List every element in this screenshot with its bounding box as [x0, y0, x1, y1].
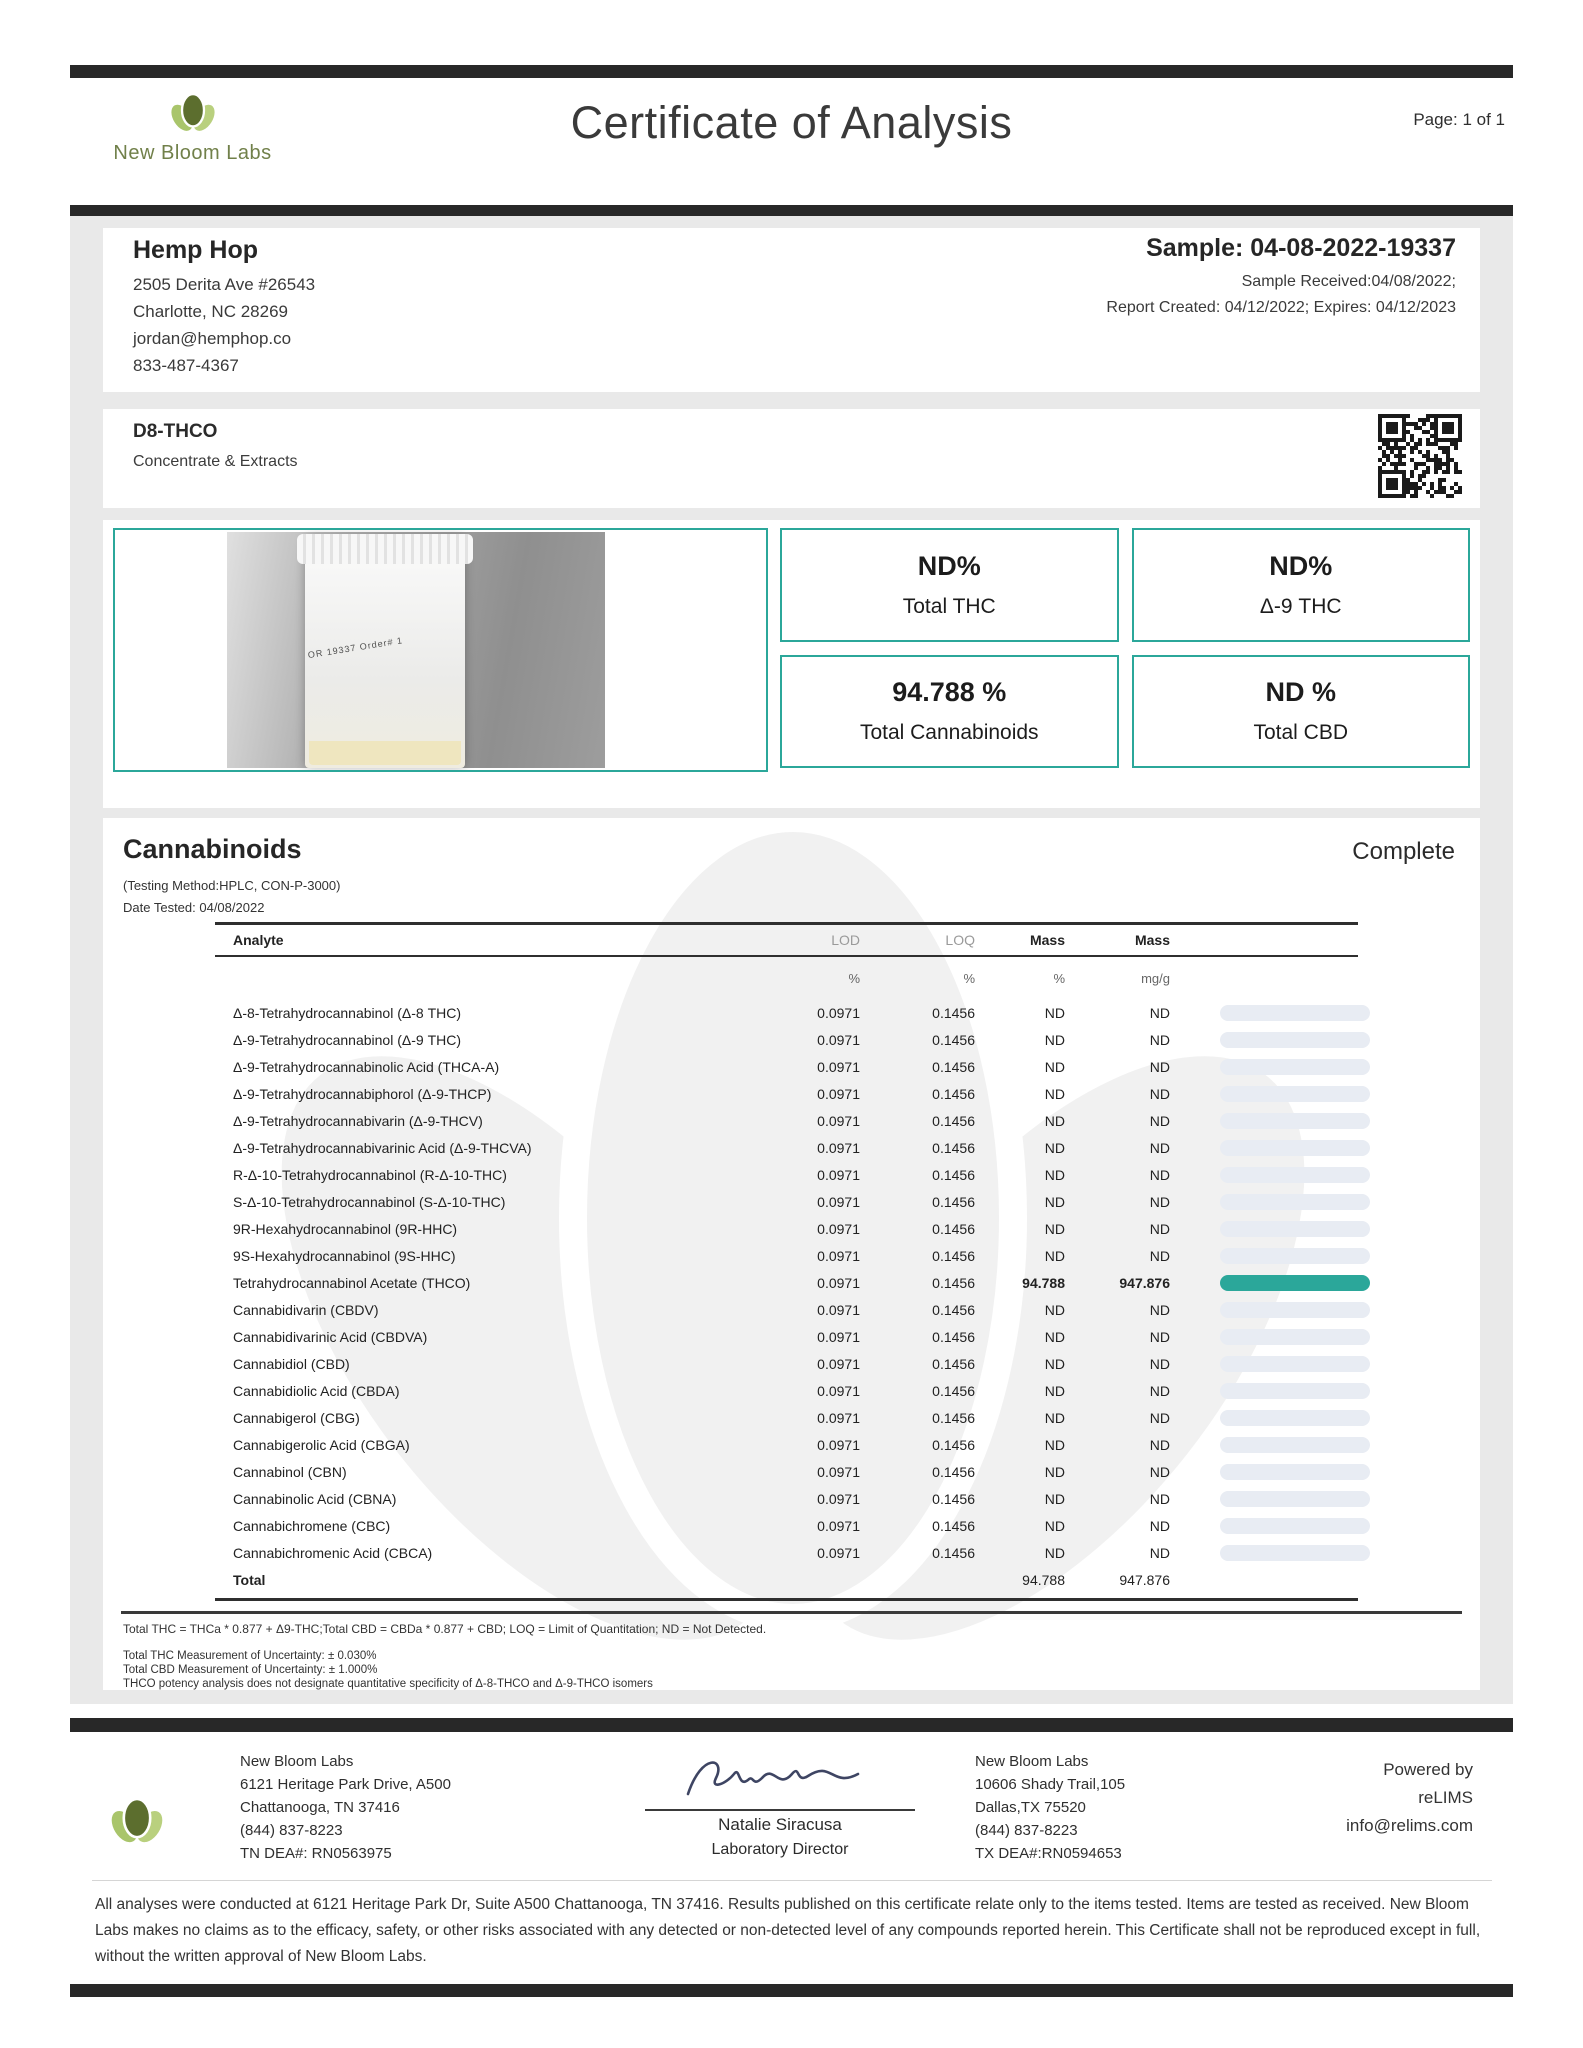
mass-bar	[1220, 1302, 1370, 1318]
mass-percent-value: ND	[1044, 1490, 1065, 1507]
lod-value: 0.0971	[817, 1031, 860, 1048]
loq-value: 0.1456	[932, 1058, 975, 1075]
mass-percent-value: ND	[1044, 1544, 1065, 1561]
result-box	[1132, 655, 1471, 769]
lod-value: 0.0971	[817, 1355, 860, 1372]
lod-value: 0.0971	[817, 1301, 860, 1318]
loq-value: 0.1456	[932, 1517, 975, 1534]
table-row	[215, 1188, 1370, 1215]
mass-bar	[1220, 1275, 1370, 1291]
signature-icon	[645, 1746, 915, 1811]
lab-address-tn	[240, 1750, 451, 1865]
mass-mgg-value: ND	[1149, 1301, 1170, 1318]
bar-cell	[1218, 1275, 1370, 1291]
loq-value: 0.1456	[932, 1193, 975, 1210]
mass-bar	[1220, 1059, 1370, 1075]
powered-by	[1346, 1756, 1473, 1840]
mass-mgg-value: ND	[1149, 1355, 1170, 1372]
analyte-name: Cannabigerolic Acid (CBGA)	[233, 1436, 410, 1453]
loq-value: 0.1456	[932, 1274, 975, 1291]
bar-cell	[1218, 1410, 1370, 1426]
product-category: Concentrate & Extracts	[133, 453, 298, 470]
client-sample-card	[103, 228, 1480, 392]
analyte-name: 9S-Hexahydrocannabinol (9S-HHC)	[233, 1247, 456, 1264]
footer-band	[70, 1718, 1513, 1732]
loq-value: 0.1456	[932, 1112, 975, 1129]
mass-bar	[1220, 1032, 1370, 1048]
mass-mgg-value: ND	[1149, 1058, 1170, 1075]
bar-cell	[1218, 1329, 1370, 1345]
signature-block	[645, 1746, 915, 1859]
top-band	[70, 65, 1513, 78]
analyte-name: Δ-9-Tetrahydrocannabivarin (Δ-9-THCV)	[233, 1112, 483, 1129]
table-row	[215, 1377, 1370, 1404]
loq-value: 0.1456	[932, 1166, 975, 1183]
column-header-lod: LOD	[831, 932, 860, 948]
mass-bar	[1220, 1194, 1370, 1210]
photo-background	[227, 532, 605, 768]
section-separator	[121, 1611, 1462, 1614]
mass-mgg-value: ND	[1149, 1409, 1170, 1426]
client-name: Hemp Hop	[133, 236, 258, 264]
lod-value: 0.0971	[817, 1436, 860, 1453]
loq-value: 0.1456	[932, 1247, 975, 1264]
table-row	[215, 1026, 1370, 1053]
bar-cell	[1218, 1194, 1370, 1210]
signer-name: Natalie Siracusa	[718, 1815, 842, 1834]
lod-value: 0.0971	[817, 1328, 860, 1345]
mass-bar	[1220, 1356, 1370, 1372]
table-row	[215, 1512, 1370, 1539]
table-row	[215, 1107, 1370, 1134]
unit-loq: %	[963, 970, 975, 986]
date-tested: Date Tested: 04/08/2022	[123, 900, 265, 915]
lod-value: 0.0971	[817, 1085, 860, 1102]
mass-mgg-value: ND	[1149, 1382, 1170, 1399]
loq-value: 0.1456	[932, 1085, 975, 1102]
analyte-name: Cannabigerol (CBG)	[233, 1409, 360, 1426]
section-title: Cannabinoids	[123, 834, 302, 864]
analyte-name: Δ-9-Tetrahydrocannabivarinic Acid (Δ-9-THCVA)	[233, 1139, 532, 1156]
mass-bar	[1220, 1491, 1370, 1507]
mass-percent-value: ND	[1044, 1436, 1065, 1453]
result-label: Total CBD	[1253, 721, 1349, 745]
note-line: Total CBD Measurement of Uncertainty: ± 1.000%	[123, 1664, 378, 1676]
bar-cell	[1218, 1221, 1370, 1237]
cannabinoids-card	[103, 818, 1480, 1690]
lab-address-tx	[975, 1750, 1125, 1865]
mass-percent-value: ND	[1044, 1004, 1065, 1021]
mass-bar	[1220, 1086, 1370, 1102]
lod-value: 0.0971	[817, 1166, 860, 1183]
brand-name: New Bloom Labs	[113, 142, 272, 164]
sample-id: Sample: 04-08-2022-19337	[1146, 234, 1456, 262]
loq-value: 0.1456	[932, 1355, 975, 1372]
loq-value: 0.1456	[932, 1220, 975, 1237]
vial-label: OR 19337 Order# 1	[307, 635, 404, 661]
table-row	[215, 1458, 1370, 1485]
mass-mgg-value: ND	[1149, 1031, 1170, 1048]
page-number: Page: 1 of 1	[1413, 110, 1505, 129]
analyte-table	[215, 922, 1370, 1601]
table-row	[215, 1323, 1370, 1350]
mass-mgg-value: ND	[1149, 1166, 1170, 1183]
analyte-name: Cannabidiol (CBD)	[233, 1355, 350, 1372]
bar-cell	[1218, 1302, 1370, 1318]
footer-divider	[92, 1880, 1492, 1881]
header-band	[70, 205, 1513, 216]
table-header-row	[215, 925, 1370, 955]
bar-cell	[1218, 1059, 1370, 1075]
powered-line: reLIMS	[1418, 1788, 1473, 1807]
loq-value: 0.1456	[932, 1409, 975, 1426]
mass-percent-value: ND	[1044, 1247, 1065, 1264]
mass-mgg-value: ND	[1149, 1004, 1170, 1021]
powered-line: info@relims.com	[1346, 1816, 1473, 1835]
client-address-lines	[133, 271, 315, 379]
analyte-name: Δ-9-Tetrahydrocannabinol (Δ-9 THC)	[233, 1031, 462, 1048]
total-mass-mgg: 947.876	[1119, 1571, 1170, 1588]
lod-value: 0.0971	[817, 1058, 860, 1075]
column-header-analyte: Analyte	[233, 932, 284, 948]
lab-tx-line: 10606 Shady Trail,105	[975, 1776, 1126, 1793]
table-row	[215, 1350, 1370, 1377]
bar-cell	[1218, 1086, 1370, 1102]
result-box	[780, 528, 1119, 642]
table-row	[215, 1134, 1370, 1161]
mass-percent-value: ND	[1044, 1355, 1065, 1372]
bar-cell	[1218, 1437, 1370, 1453]
bottom-band	[70, 1984, 1513, 1997]
mass-bar	[1220, 1464, 1370, 1480]
loq-value: 0.1456	[932, 1004, 975, 1021]
mass-bar	[1220, 1140, 1370, 1156]
vial-liquid	[309, 741, 461, 765]
loq-value: 0.1456	[932, 1490, 975, 1507]
mass-percent-value: ND	[1044, 1058, 1065, 1075]
table-row	[215, 1242, 1370, 1269]
analyte-name: Δ-8-Tetrahydrocannabinol (Δ-8 THC)	[233, 1004, 462, 1021]
lab-tn-line: New Bloom Labs	[240, 1753, 354, 1770]
result-value: ND%	[1269, 550, 1333, 581]
mass-percent-value: ND	[1044, 1463, 1065, 1480]
footer-bloom-logo-icon	[104, 1790, 170, 1850]
powered-line: Powered by	[1383, 1760, 1473, 1779]
analyte-name: Cannabinol (CBN)	[233, 1463, 347, 1480]
analyte-name: Cannabidivarin (CBDV)	[233, 1301, 379, 1318]
lod-value: 0.0971	[817, 1247, 860, 1264]
mass-percent-value: ND	[1044, 1409, 1065, 1426]
lod-value: 0.0971	[817, 1274, 860, 1291]
result-box	[780, 655, 1119, 769]
mass-percent-value: ND	[1044, 1517, 1065, 1534]
table-row	[215, 1053, 1370, 1080]
table-row	[215, 1161, 1370, 1188]
lab-tn-line: Chattanooga, TN 37416	[240, 1799, 400, 1816]
analyte-name: Cannabidivarinic Acid (CBDVA)	[233, 1328, 428, 1345]
analyte-name: Tetrahydrocannabinol Acetate (THCO)	[233, 1274, 471, 1291]
result-value: 94.788 %	[892, 677, 1007, 708]
lod-value: 0.0971	[817, 1112, 860, 1129]
note-line: THCO potency analysis does not designate quantitative specificity of Δ-8-THCO and Δ-9-THCO isomers	[123, 1678, 653, 1690]
unit-mass-mgg: mg/g	[1141, 970, 1170, 986]
lod-value: 0.0971	[817, 1409, 860, 1426]
results-grid	[780, 528, 1470, 768]
mass-percent-value: ND	[1044, 1085, 1065, 1102]
sample-block	[1106, 234, 1456, 321]
table-footnote: Total THC = THCa * 0.877 + Δ9-THC;Total CBD = CBDa * 0.877 + CBD; LOQ = Limit of Quantitation; ND = Not Detected.	[123, 1622, 767, 1636]
product-photo	[113, 528, 768, 772]
mass-percent-value: ND	[1044, 1382, 1065, 1399]
bar-cell	[1218, 1518, 1370, 1534]
column-header-mass-mgg: Mass	[1134, 932, 1170, 948]
lod-value: 0.0971	[817, 1544, 860, 1561]
testing-method: (Testing Method:HPLC, CON-P-3000)	[123, 878, 341, 893]
result-label: Total THC	[902, 594, 996, 618]
result-label: Δ-9 THC	[1259, 594, 1342, 618]
bar-cell	[1218, 1140, 1370, 1156]
product-card	[103, 409, 1480, 508]
lab-tx-line: (844) 837-8223	[975, 1822, 1078, 1839]
sample-meta-lines	[1106, 269, 1456, 321]
total-row	[215, 1566, 1370, 1593]
mass-percent-value: 94.788	[1022, 1274, 1065, 1291]
lod-value: 0.0971	[817, 1382, 860, 1399]
results-card	[103, 520, 1480, 808]
table-bottom-rule	[215, 1598, 1358, 1601]
table-row	[215, 1080, 1370, 1107]
loq-value: 0.1456	[932, 1382, 975, 1399]
mass-percent-value: ND	[1044, 1166, 1065, 1183]
mass-percent-value: ND	[1044, 1301, 1065, 1318]
mass-percent-value: ND	[1044, 1031, 1065, 1048]
loq-value: 0.1456	[932, 1328, 975, 1345]
mass-bar	[1220, 1167, 1370, 1183]
bar-cell	[1218, 1167, 1370, 1183]
analyte-name: Cannabichromene (CBC)	[233, 1517, 391, 1534]
table-row	[215, 1431, 1370, 1458]
analyte-name: S-Δ-10-Tetrahydrocannabinol (S-Δ-10-THC)	[233, 1193, 506, 1210]
mass-bar	[1220, 1518, 1370, 1534]
lab-tx-line: New Bloom Labs	[975, 1753, 1089, 1770]
column-header-loq: LOQ	[945, 932, 975, 948]
result-value: ND%	[917, 550, 981, 581]
result-value: ND %	[1265, 677, 1336, 708]
table-row	[215, 1539, 1370, 1566]
mass-percent-value: ND	[1044, 1193, 1065, 1210]
bar-cell	[1218, 1032, 1370, 1048]
sample-vial	[305, 536, 465, 768]
mass-bar	[1220, 1437, 1370, 1453]
mass-mgg-value: ND	[1149, 1517, 1170, 1534]
mass-bar	[1220, 1383, 1370, 1399]
mass-bar	[1220, 1005, 1370, 1021]
client-address-line: Charlotte, NC 28269	[133, 302, 288, 321]
table-row	[215, 1215, 1370, 1242]
total-mass-percent: 94.788	[1022, 1571, 1065, 1588]
column-header-mass-pct: Mass	[1029, 932, 1065, 948]
mass-percent-value: ND	[1044, 1220, 1065, 1237]
mass-mgg-value: ND	[1149, 1193, 1170, 1210]
analyte-name: Cannabinolic Acid (CBNA)	[233, 1490, 397, 1507]
bar-cell	[1218, 1356, 1370, 1372]
mass-mgg-value: ND	[1149, 1247, 1170, 1264]
client-address-line: 833-487-4367	[133, 356, 239, 375]
unit-lod: %	[848, 970, 860, 986]
lab-tn-line: (844) 837-8223	[240, 1822, 343, 1839]
qr-code-icon	[1378, 414, 1462, 498]
mass-mgg-value: ND	[1149, 1490, 1170, 1507]
lod-value: 0.0971	[817, 1220, 860, 1237]
lod-value: 0.0971	[817, 1490, 860, 1507]
lod-value: 0.0971	[817, 1139, 860, 1156]
mass-bar	[1220, 1221, 1370, 1237]
lab-tx-line: TX DEA#:RN0594653	[975, 1845, 1122, 1862]
table-row	[215, 1269, 1370, 1296]
bar-cell	[1218, 1383, 1370, 1399]
result-label: Total Cannabinoids	[859, 721, 1039, 745]
bar-cell	[1218, 1005, 1370, 1021]
uncertainty-notes	[123, 1649, 653, 1691]
loq-value: 0.1456	[932, 1463, 975, 1480]
lod-value: 0.0971	[817, 1004, 860, 1021]
loq-value: 0.1456	[932, 1544, 975, 1561]
analyte-name: Δ-9-Tetrahydrocannabiphorol (Δ-9-THCP)	[233, 1085, 492, 1102]
disclaimer: All analyses were conducted at 6121 Heritage Park Dr, Suite A500 Chattanooga, TN 37416. Results published on this certificate relate only to the items tested. Items are tested as received. New Bloom Labs makes no claims as to the efficacy, safety, or other risks associated with any detected or non-detected level of any compounds reported herein. This Certificate shall not be reproduced except in full, without the written approval of New Bloom Labs.	[95, 1896, 1481, 1965]
analyte-name: Cannabidiolic Acid (CBDA)	[233, 1382, 400, 1399]
mass-mgg-value: ND	[1149, 1220, 1170, 1237]
lab-tn-line: TN DEA#: RN0563975	[240, 1845, 392, 1862]
note-line: Total THC Measurement of Uncertainty: ± 0.030%	[123, 1650, 377, 1662]
lod-value: 0.0971	[817, 1463, 860, 1480]
result-box	[1132, 528, 1471, 642]
mass-bar	[1220, 1410, 1370, 1426]
mass-bar	[1220, 1113, 1370, 1129]
loq-value: 0.1456	[932, 1436, 975, 1453]
lab-tx-line: Dallas,TX 75520	[975, 1799, 1086, 1816]
analyte-name: 9R-Hexahydrocannabinol (9R-HHC)	[233, 1220, 458, 1237]
section-status: Complete	[1352, 838, 1455, 865]
mass-mgg-value: ND	[1149, 1328, 1170, 1345]
mass-percent-value: ND	[1044, 1139, 1065, 1156]
vial-cap	[297, 534, 473, 564]
client-block	[133, 236, 315, 379]
bar-cell	[1218, 1464, 1370, 1480]
mass-mgg-value: ND	[1149, 1463, 1170, 1480]
mass-mgg-value: 947.876	[1119, 1274, 1170, 1291]
mass-percent-value: ND	[1044, 1112, 1065, 1129]
lod-value: 0.0971	[817, 1193, 860, 1210]
mass-mgg-value: ND	[1149, 1085, 1170, 1102]
bar-cell	[1218, 1545, 1370, 1561]
unit-mass-pct: %	[1053, 970, 1065, 986]
sample-meta-line: Sample Received:04/08/2022;	[1241, 273, 1456, 290]
table-row	[215, 1485, 1370, 1512]
product-name: D8-THCO	[133, 421, 218, 442]
lod-value: 0.0971	[817, 1517, 860, 1534]
total-label: Total	[233, 1571, 266, 1588]
units-row	[215, 957, 1370, 999]
mass-mgg-value: ND	[1149, 1139, 1170, 1156]
signer-title: Laboratory Director	[711, 1841, 849, 1858]
mass-percent-value: ND	[1044, 1328, 1065, 1345]
page-title: Certificate of Analysis	[570, 97, 1013, 148]
bar-cell	[1218, 1248, 1370, 1264]
mass-bar	[1220, 1329, 1370, 1345]
lab-tn-line: 6121 Heritage Park Drive, A500	[240, 1776, 451, 1793]
table-row	[215, 999, 1370, 1026]
mass-mgg-value: ND	[1149, 1112, 1170, 1129]
table-row	[215, 1296, 1370, 1323]
loq-value: 0.1456	[932, 1301, 975, 1318]
loq-value: 0.1456	[932, 1031, 975, 1048]
mass-mgg-value: ND	[1149, 1544, 1170, 1561]
loq-value: 0.1456	[932, 1139, 975, 1156]
mass-mgg-value: ND	[1149, 1436, 1170, 1453]
mass-bar	[1220, 1248, 1370, 1264]
bar-cell	[1218, 1491, 1370, 1507]
bar-cell	[1218, 1113, 1370, 1129]
analyte-name: Δ-9-Tetrahydrocannabinolic Acid (THCA-A)	[233, 1058, 500, 1075]
client-address-line: 2505 Derita Ave #26543	[133, 275, 316, 294]
sample-meta-line: Report Created: 04/12/2022; Expires: 04/12/2023	[1106, 299, 1456, 316]
mass-bar	[1220, 1545, 1370, 1561]
table-row	[215, 1404, 1370, 1431]
analyte-name: R-Δ-10-Tetrahydrocannabinol (R-Δ-10-THC)	[233, 1166, 507, 1183]
client-address-line: jordan@hemphop.co	[133, 329, 292, 348]
analyte-name: Cannabichromenic Acid (CBCA)	[233, 1544, 433, 1561]
